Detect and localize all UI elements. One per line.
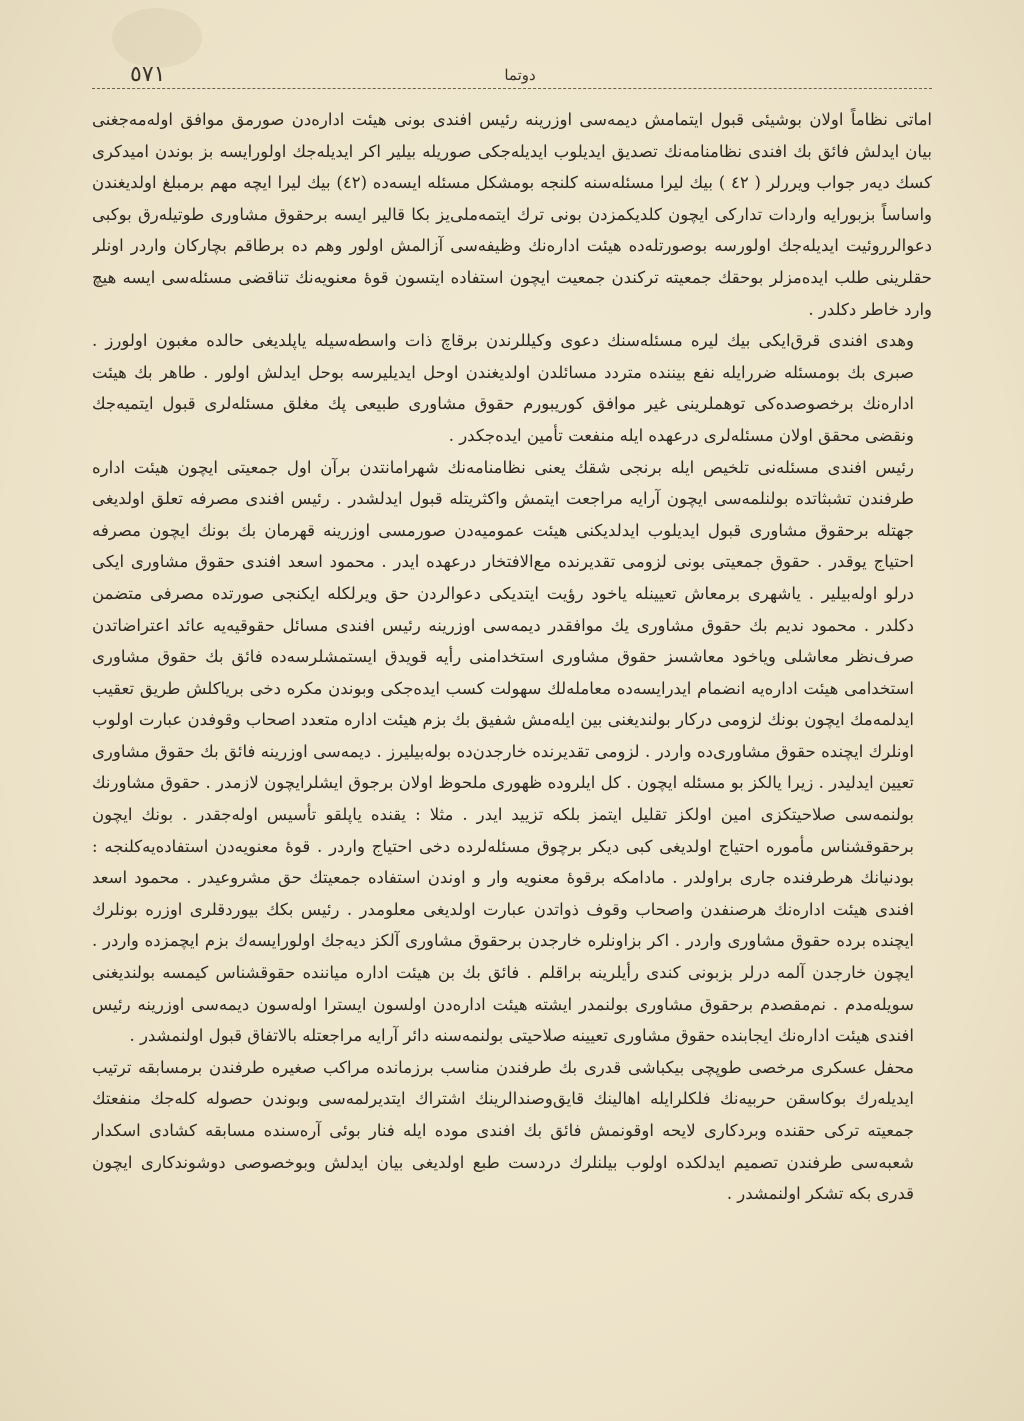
- running-head: دوتما: [504, 66, 536, 84]
- paragraph: رئیس افندی مسئله‌نی تلخیص ایله برنجی شقك یعنی نظامنامه‌نك شهرامانتدن برآن اول جمعیتی ایچون هیئت اداره طرفندن تشبثاتده بولنلمه‌سی ایچون آرایه مراجعت ایتمش واکثریتله قبول ایدلشدر . رئیس افندی مصرفه تعلق اولدیغی جهتله برحقوق مشاوری قبول ایدیلوب ایدلدیکنی هیئت عمومیه‌دن صورمسی اوزرینه قهرمان بك بونك ایچون مصرفه احتیاج یوقدر . حقوق جمعیتی بونی لزومی تقدیرنده مع‌الافتخار درعهده ایدر . محمود اسعد افندی حقوق مشاوری ایکی درلو اوله‌بیلیر . یاشهری برمعاش تعیینله یاخود رؤیت ایتدیکی دعوالردن حق ویرلکله ایکنجی صورتده مصرفی متضمن دکلدر . محمود ندیم بك حقوق مشاوری یك موافقدر دیمه‌سی اوزرینه رئیس افندی مسائل حقوقیه‌یه عائد اعتراضاتدن صرف‌نظر معاشلی ویاخود معاشسز حقوق مشاوری استخدامنی رأیه قویدق ایستمشلرسه‌ده فائق بك حقوق مشاوری استخدامی هیئت اداره‌یه انضمام ایدرایسه‌ده معامله‌لك سهولت کسب ایده‌جکی وبوندن مکره دخی بریاکلش طریق تعقیب ایدلمه‌مك ایچون بونك لزومی درکار بولندیغنی بین ایله‌مش شفیق بك بزم هیئت اداره متعدد اصحاب وقوفدن عبارت اولوب اونلرك ایچنده حقوق مشاوری‌ده واردر . لزومی تقدیرنده خارجدن‌ده بوله‌بیلیرز . دیمه‌سی اوزرینه فائق بك حقوق مشاوری تعیین ایدلیدر . زیرا یالکز بو مسئله ایچون . کل ایلروده ظهوری ملحوظ اولان برجوق ایشلرایچون لازمدر . حقوق مشاورنك بولنمه‌سی صلاحیتکزی امین اولکز تقلیل ایتمز بلکه تزیید ایدر . مثلا : یقنده یاپلقو تأسیس اوله‌جقدر . بونك ایچون برحقوقشناس مأموره احتیاج اولدیغی کبی دیکر برچوق مسئله‌لرده دخی احتیاج واردر . قوهٔ معنویه‌دن استفاده‌یه‌کلنجه : بودنیانك هرطرفنده جاری براولدر . مادامکه برقوهٔ معنویه وار و اوندن استفاده جمعیتك حق مشروعیدر . محمود اسعد افندی هیئت اداره‌نك هرصنفدن واصحاب وقوف ذواتدن عبارت اولدیغی معلومدر . رئیس بکك بیوردقلری اوزره بونلرك ایچنده برده حقوق مشاوری واردر . اکر بزاونلره خارجدن برحقوق مشاوری آلکز دیه‌جك اولورایسه‌ك بزم ایچمزده واردر . ایچون خارجدن آلمه درلر بزبونی کندی رأیلرینه براقلم . فائق بك بن هیئت اداره میاننده حقوقشناس کیمسه بولندیغنی سویله‌مدم . نم‌مقصدم برحقوق مشاوری بولنمدر ایشته هیئت اداره‌دن اولسون ایسترا اوله‌سون دیمه‌سی اوزرینه رئیس افندی هیئت اداره‌نك ایجابنده حقوق مشاوری تعیینه صلاحیتی بولنمه‌سنه دائر آرایه مراجعتله بالاتفاق قبول اولنمشدر .: [92, 457, 914, 1046]
- paragraph: اماتی نظاماً اولان بوشیئی قبول ایتمامش دیمه‌سی اوزرینه رئیس افندی بونی هیئت اداره‌دن صورمق موافق اوله‌مه‌جغنی بیان ایدلش فائق بك افندی نظامنامه‌نك تصدیق ایدیلوب ایدیله‌جکی صوریله بیلیر اکر ایدیله‌جك اولورایسه بز بوندن امیدکری کسك دیه‌ر جواب ویررلر ( ٤٢ ) بیك لیرا مسئله‌سنه کلنجه بومشکل مسئله ایسه‌ده (٤٢) بیك لیرا ایچه مهم برمبلغ اولدیغندن واساساً بزبورایه واردات تدارکی ایچون کلدیکمزدن بونی ترك ایتمه‌ملی‌یز بکا قالیر ایسه برحقوق مشاوری طوتیله‌رق بوکبی دعوالرروئیت ایدیله‌جك اولورسه بوصورتله‌ده هیئت اداره‌نك وظیفه‌سی آزالمش اولور وهم ده برطاقم بچارکان واردر اونلر حقلرینی طلب ایده‌مزلر بوحقك جمعیته ترکندن جمعیت ایچون استفاده ایتسون قوهٔ معنویه‌نك تناقضی مسئله‌سی ایسه هیچ وارد خاطر دکلدر .: [92, 110, 932, 319]
- page-number: ٥٧١: [130, 62, 166, 87]
- header-rule: [92, 88, 932, 89]
- body-text: [92, 104, 932, 1394]
- paragraph: محفل عسکری مرخصی طوپچی بیکباشی قدری بك طرفندن مناسب برزمانده مراکب صغیره طرفندن برمسابقه ترتیب ایدیله‌رك بوکاسقن حربیه‌نك فلکلرایله اهالینك قایق‌وصندالرینك اشتراك ایتدیرلمه‌سی وبوندن حصوله کله‌جك منفعتك جمعیته ترکی حقنده وبردکاری لایحه اوقونمش فائق بك افندی موده ایله فنار بوئی آره‌سنده مسابقه کشادی اسکدار شعبه‌سی طرفندن تصمیم ایدلکده اولوب بیلنلرك دردست طبع اولدیغی بیان ایدلش وبوخصوصی دوشوندکاری ایچون قدری بکه تشکر اولنمشدر .: [92, 1057, 914, 1204]
- paragraph: وهدی افندی قرق‌ایکی بیك لیره مسئله‌سنك دعوی وکیللرندن برقاچ ذات واسطه‌سیله یاپلدیغی حالده مغبون اولورز . صبری بك بومسئله ضررایله نفع بیننده متردد مسائلدن اولدیغندن اوحل ایدیلیرسه بوحل ایدلش اولور . طاهر بك هیئت اداره‌نك برخصوصده‌کی توهملرینی غیر موافق کوریبورم حقوق مشاوری طبیعی پك مغلق مسئله‌لری قبول ایتمیه‌جك ونقضی محقق اولان مسئله‌لری درعهده ایله منفعت تأمین ایده‌جکدر .: [92, 331, 914, 445]
